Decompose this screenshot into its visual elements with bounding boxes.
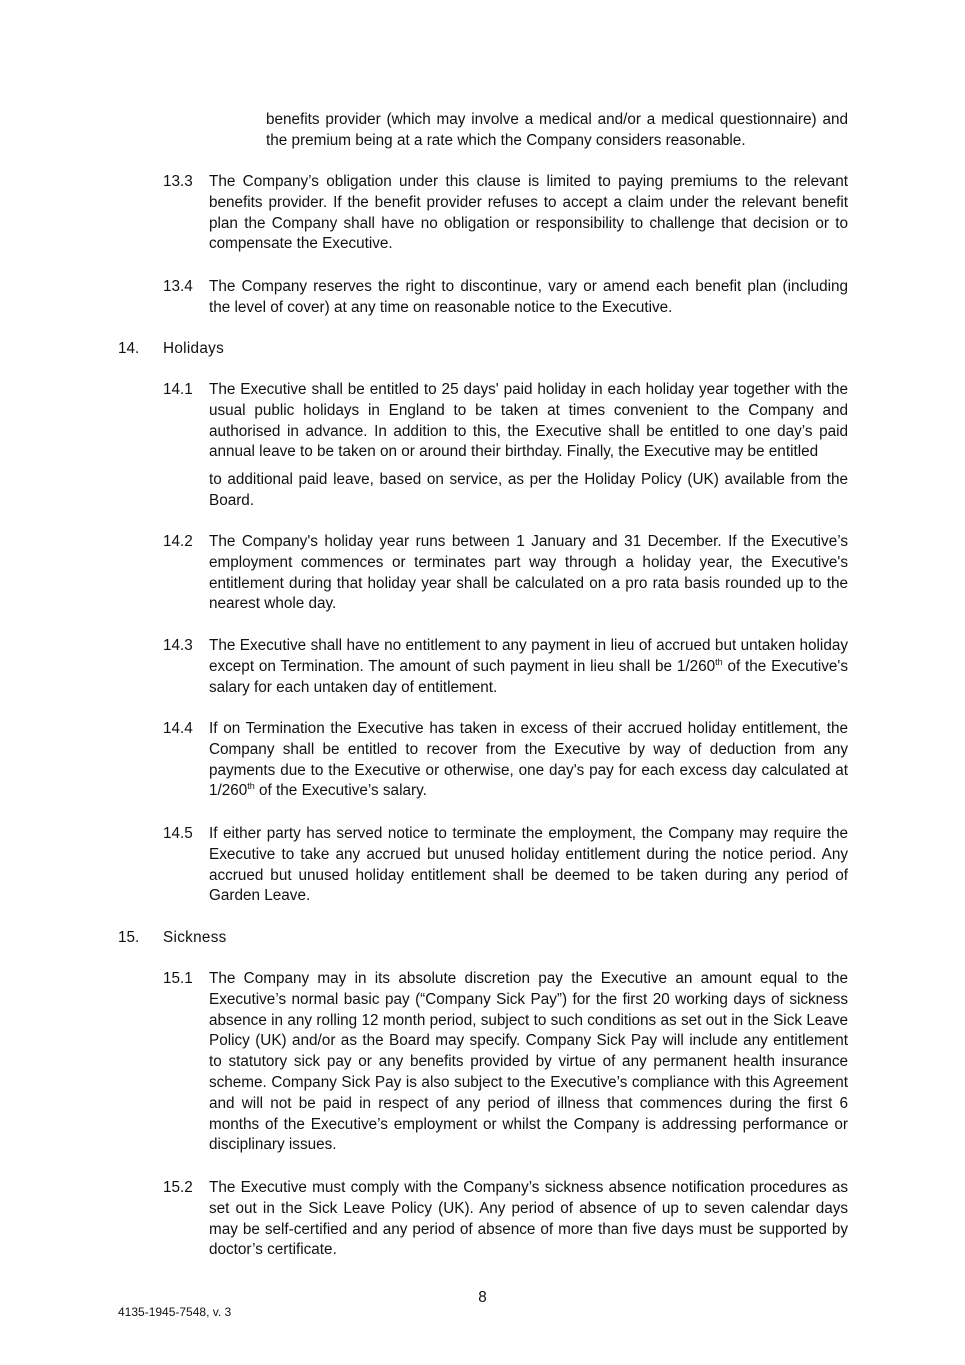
clause-number: 13.3 xyxy=(163,173,193,190)
clause-text-part: The Executive shall have no entitlement to any payment in lieu of accrued but untaken holiday except on Termination. The amount of such payment in lieu shall be 1/260 xyxy=(209,637,848,675)
section-15-number: 15. xyxy=(118,929,140,946)
page-number: 8 xyxy=(478,1289,487,1306)
ordinal-superscript: th xyxy=(715,656,723,667)
clause-15-1-text: The Company may in its absolute discretion pay the Executive an amount equal to the Executive’s normal basic pay (“Company Sick Pay”) for the first 20 working days of sickness absence in any rolling 12 month period, subject to such conditions as set out in the Sick Leave Policy (UK) and/or as the Board may specify. Company Sick Pay will include any entitlement to statutory sick pay or any benefits provided by virtue of any permanent health insurance scheme. Company Sick Pay is also subject to the Executive’s compliance with this Agreement and will not be paid in respect of any period of illness that commences during the first 6 months of the Executive’s employment or whilst the Company is addressing performance or disciplinary issues. xyxy=(209,970,848,1154)
ordinal-superscript: th xyxy=(247,781,255,792)
section-14-number: 14. xyxy=(118,340,140,357)
clause-14-4-text xyxy=(209,719,848,802)
clause-14-1-text: The Executive shall be entitled to 25 days' paid holiday in each holiday year together with the usual public holidays in England to be taken at times convenient to the Company and authorised in advance. In addition to this, the Executive shall be entitled to one day’s paid annual leave to be taken on or around their birthday. Finally, the Executive may be entitled xyxy=(209,381,848,461)
clause-number: 14.5 xyxy=(163,825,193,842)
clause-14-2-text: The Company's holiday year runs between 1 January and 31 December. If the Executive’s employment commences or terminates part way through a holiday year, the Executive's entitlement during that holiday year shall be calculated on a pro rata basis rounded up to the nearest whole day. xyxy=(209,533,848,613)
section-15-title: Sickness xyxy=(163,929,227,946)
clause-number: 14.3 xyxy=(163,637,193,654)
clause-text-part: of the Executive’s salary. xyxy=(254,782,427,800)
clause-number: 14.4 xyxy=(163,720,193,737)
clause-14-3-text xyxy=(209,636,848,698)
clause-text-part: If on Termination the Executive has taken in excess of their accrued holiday entitlement, the Company shall be entitled to recover from the Executive by way of deduction from any payments due to the Executive or otherwise, one day's pay for each excess day calculated at 1/260 xyxy=(209,720,848,800)
clause-text-part: of the Executive's salary for each untaken day of entitlement. xyxy=(209,657,848,696)
clause-15-2-text: The Executive must comply with the Company’s sickness absence notification procedures as set out in the Sick Leave Policy (UK). Any period of absence of up to seven calendar days may be self-certified and any period of absence of more than five days must be supported by doctor’s certificate. xyxy=(209,1179,848,1259)
clause-number: 14.1 xyxy=(163,381,193,398)
clause-number: 15.1 xyxy=(163,970,193,987)
clause-14-1-text-continued: to additional paid leave, based on service, as per the Holiday Policy (UK) available from the Board. xyxy=(209,471,848,509)
clause-number: 15.2 xyxy=(163,1179,193,1196)
clause-14-5-text: If either party has served notice to terminate the employment, the Company may require the Executive to take any accrued but unused holiday entitlement during the notice period. Any accrued but unused holiday entitlement shall be deemed to be taken during any period of Garden Leave. xyxy=(209,825,848,905)
clause-number: 13.4 xyxy=(163,278,193,295)
clause-13-4-text: The Company reserves the right to discontinue, vary or amend each benefit plan (including the level of cover) at any time on reasonable notice to the Executive. xyxy=(209,278,848,316)
section-14-title: Holidays xyxy=(163,340,225,357)
clause-13-3-text: The Company’s obligation under this clause is limited to paying premiums to the relevant benefits provider. If the benefit provider refuses to accept a claim under the relevant benefit plan the Company shall have no obligation or responsibility to challenge that decision or to compensate the Executive. xyxy=(209,173,848,253)
clause-number: 14.2 xyxy=(163,533,193,550)
document-reference: 4135-1945-7548, v. 3 xyxy=(118,1305,232,1319)
clause-13-2-continuation: benefits provider (which may involve a medical and/or a medical questionnaire) and the premium being at a rate which the Company considers reasonable. xyxy=(266,111,848,149)
